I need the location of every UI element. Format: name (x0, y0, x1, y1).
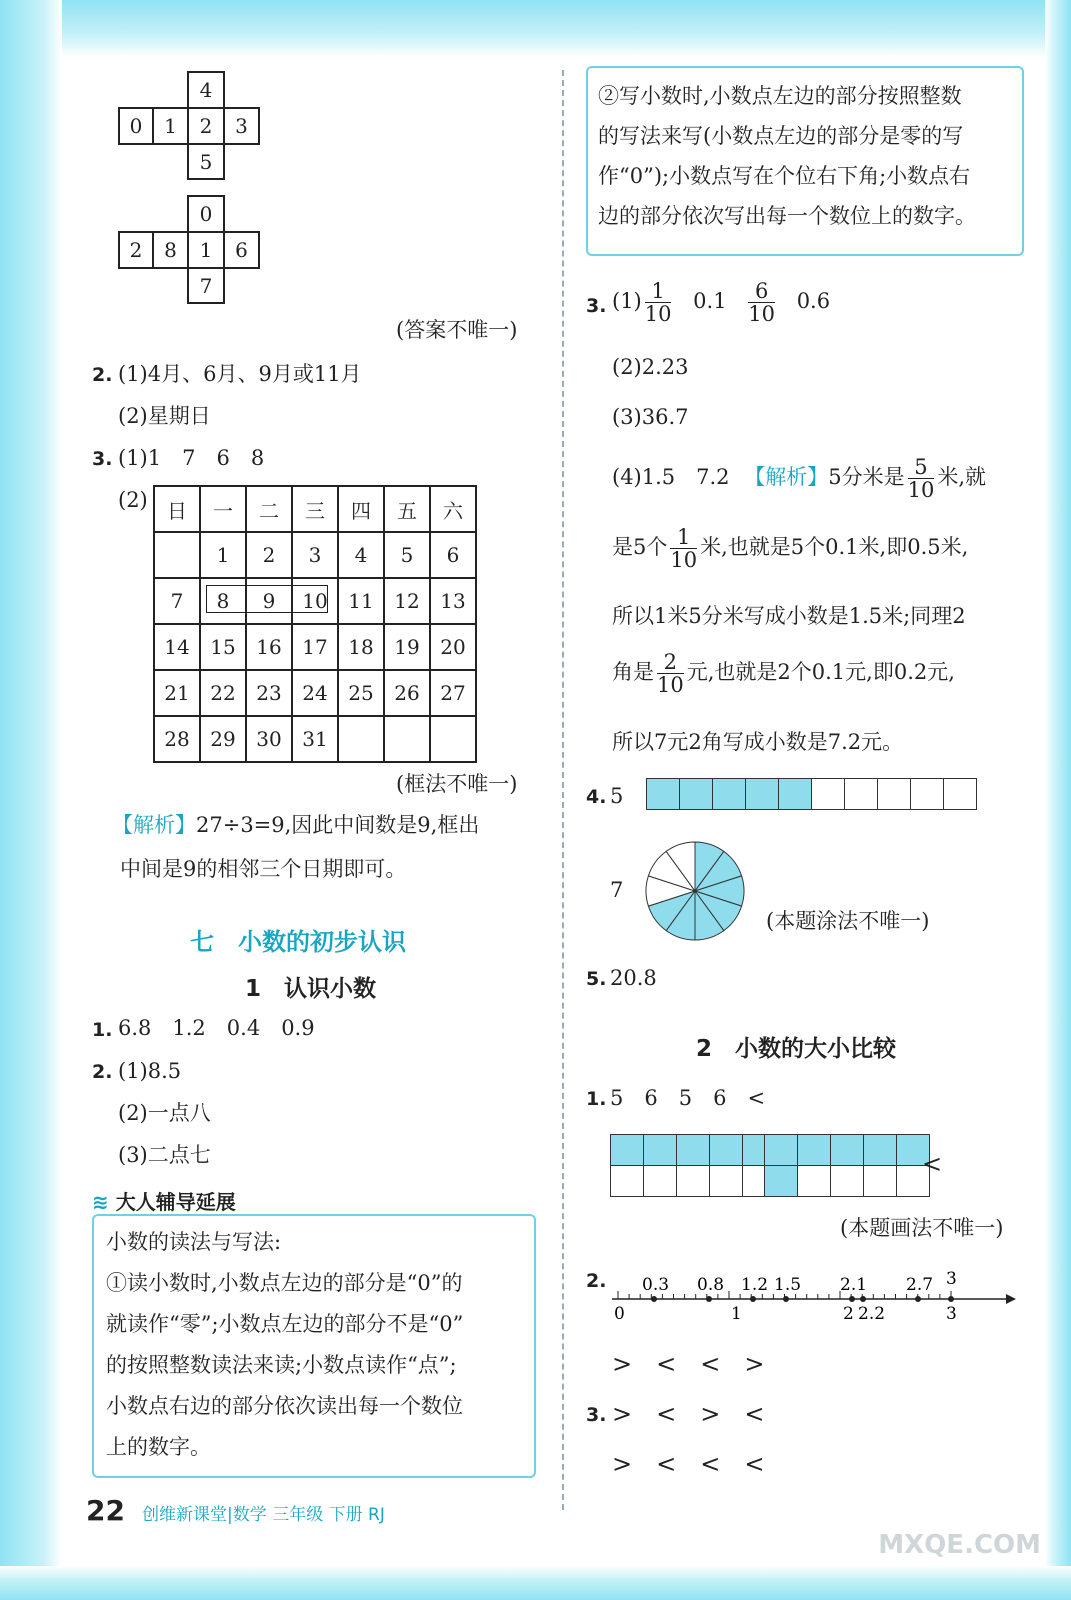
grid-cell-filled (765, 1135, 798, 1166)
fraction (645, 280, 672, 325)
answer-text: (1)1 7 6 8 (118, 446, 265, 470)
calendar-cell: 21 (154, 670, 200, 716)
strip-cell (911, 779, 944, 810)
question-number: 2. (586, 1270, 607, 1292)
calendar-cell: 16 (246, 624, 292, 670)
number-line-label: 1.5 (774, 1275, 802, 1295)
answer-line (612, 280, 830, 325)
net-cell: 5 (188, 144, 224, 179)
analysis-line (112, 813, 479, 838)
net-cell: 2 (188, 108, 224, 144)
analysis-line (612, 651, 955, 696)
answer-text: (3)二点七 (118, 1143, 211, 1167)
net-cell: 3 (224, 108, 259, 144)
answer-value: 7 (610, 878, 624, 902)
analysis-text: 元,也就是2个0.1元,即0.2元, (686, 660, 955, 685)
number-line (606, 1266, 1018, 1326)
calendar-cell: 19 (384, 624, 430, 670)
analysis-text: 中间是9的相邻三个日期即可。 (120, 857, 407, 881)
calendar-header: 三 (292, 486, 338, 532)
answer-text: (2) (118, 488, 148, 512)
cube-net-2 (118, 195, 260, 304)
grid-cell-filled (798, 1135, 831, 1166)
analysis-text: 5分米是 (828, 465, 905, 490)
answer-value: 0.1 (693, 289, 727, 314)
calendar-row (154, 624, 476, 670)
grid-10-a (610, 1134, 776, 1197)
grid-cell-filled (710, 1135, 743, 1166)
decorative-border-top (0, 0, 1071, 58)
analysis-tag: 【解析】 (112, 813, 196, 837)
decimal-strip-10 (646, 778, 977, 810)
column-divider (562, 70, 564, 1510)
net-cell: 4 (188, 72, 224, 108)
grid-10-b (764, 1134, 930, 1197)
calendar-header: 二 (246, 486, 292, 532)
grid-cell (798, 1166, 831, 1197)
compare-signs: > < < > (612, 1350, 765, 1378)
strip-cell-filled (746, 779, 779, 810)
strip-cell-filled (779, 779, 812, 810)
calendar-cell (384, 716, 430, 762)
question-number: 4. (586, 786, 607, 808)
calendar-row (154, 670, 476, 716)
calendar-header: 五 (384, 486, 430, 532)
grid-cell (677, 1166, 710, 1197)
calendar-row (154, 716, 476, 762)
number-line-label: 3 (946, 1304, 957, 1324)
note-answer-not-unique: (答案不唯一) (396, 318, 518, 342)
calendar-cell: 12 (384, 578, 430, 624)
analysis-text: 米,就 (937, 465, 987, 490)
strip-cell-filled (713, 779, 746, 810)
net-cell: 7 (188, 268, 224, 303)
answer-text: (2)星期日 (118, 404, 211, 428)
grid-cell (710, 1166, 743, 1197)
question-number: 2. (92, 1061, 113, 1083)
numerator: 1 (645, 280, 672, 303)
denominator: 10 (644, 302, 672, 327)
lesson-title: 1 认识小数 (245, 976, 377, 1002)
net-cell: 8 (153, 232, 188, 268)
grid-cell-filled (831, 1135, 864, 1166)
extension-line: 的按照整数读法来读;小数点读作“点”; (106, 1353, 457, 1377)
number-line-point (849, 1296, 855, 1302)
number-line-point (783, 1296, 789, 1302)
calendar-cell: 14 (154, 624, 200, 670)
grid-cell (864, 1166, 897, 1197)
calendar-header: 六 (430, 486, 476, 532)
box-line: 边的部分依次写出每一个数位上的数字。 (598, 204, 976, 228)
page-footer (86, 1494, 385, 1527)
strip-cell (845, 779, 878, 810)
calendar-cell (430, 716, 476, 762)
number-line-label: 2.7 (906, 1275, 934, 1295)
number-line-point (750, 1296, 756, 1302)
calendar-cell: 27 (430, 670, 476, 716)
compare-signs: > < < < (612, 1450, 765, 1478)
calendar-cell: 20 (430, 624, 476, 670)
answer-text: (3)36.7 (612, 405, 689, 429)
calendar-cell: 7 (154, 578, 200, 624)
grid-cell (644, 1166, 677, 1197)
strip-cell-filled (680, 779, 713, 810)
fraction (657, 651, 684, 696)
extension-line: 就读作“零”;小数点左边的部分不是“0” (106, 1312, 464, 1336)
answer-text: (2)一点八 (118, 1101, 211, 1125)
number-line-label: 2.2 (858, 1304, 886, 1324)
calendar-cell: 5 (384, 532, 430, 578)
box-line: 作“0”);小数点写在个位右下角;小数点右 (598, 164, 971, 188)
number-line-point (915, 1296, 921, 1302)
net-cell: 6 (224, 232, 259, 268)
waves-icon: ≋ (92, 1190, 109, 1214)
arrow-right-icon (1006, 1294, 1016, 1304)
extension-line: 小数点右边的部分依次读出每一个数位 (106, 1394, 463, 1418)
answer-value: 0.6 (796, 289, 831, 314)
denominator: 10 (670, 548, 698, 573)
calendar-cell: 23 (246, 670, 292, 716)
net-cell: 0 (188, 196, 224, 232)
calendar-cell: 24 (292, 670, 338, 716)
number-line-label: 3 (946, 1269, 957, 1289)
calendar-cell: 25 (338, 670, 384, 716)
question-number: 1. (92, 1019, 113, 1041)
number-line-label: 2 (843, 1304, 854, 1324)
calendar-header: 日 (154, 486, 200, 532)
calendar-cell: 13 (430, 578, 476, 624)
calendar-cell: 28 (154, 716, 200, 762)
extension-header (92, 1186, 236, 1215)
analysis-text: 米,也就是5个0.1米,即0.5米, (700, 535, 969, 560)
question-number: 3. (92, 448, 113, 470)
calendar-cell: 4 (338, 532, 384, 578)
extension-line: 上的数字。 (106, 1435, 211, 1459)
number-line-label: 0.8 (697, 1275, 725, 1295)
grid-cell-filled (677, 1135, 710, 1166)
calendar-cell: 9 (246, 578, 292, 624)
calendar-cell: 26 (384, 670, 430, 716)
answer-value: 20.8 (610, 966, 657, 990)
question-number: 3. (586, 1404, 607, 1426)
strip-cell (944, 779, 977, 810)
strip-cell-filled (647, 779, 680, 810)
calendar-header: 一 (200, 486, 246, 532)
calendar-header: 四 (338, 486, 384, 532)
calendar-cell (154, 532, 200, 578)
strip-cell (878, 779, 911, 810)
lesson-title: 2 小数的大小比较 (696, 1036, 897, 1062)
answer-text: (1)8.5 (118, 1059, 182, 1083)
analysis-text: 所以1米5分米写成小数是1.5米;同理2 (612, 604, 966, 628)
number-line-point (948, 1296, 954, 1302)
fraction (670, 526, 697, 571)
note-shading-not-unique: (本题涂法不唯一) (766, 909, 930, 933)
number-line-point (651, 1296, 657, 1302)
note-frame-not-unique: (框法不唯一) (396, 772, 518, 796)
calendar-cell (338, 716, 384, 762)
grid-cell-filled (611, 1135, 644, 1166)
net-cell: 0 (119, 108, 153, 144)
answer-value: 5 (610, 784, 624, 808)
calendar-cell: 18 (338, 624, 384, 670)
numerator: 5 (908, 456, 935, 479)
fraction (748, 280, 775, 325)
answer-prefix: (4)1.5 7.2 (612, 465, 730, 490)
chapter-title: 七 小数的初步认识 (190, 928, 406, 956)
numerator: 1 (670, 526, 697, 549)
numerator: 6 (748, 280, 775, 303)
calendar-cell: 31 (292, 716, 338, 762)
calendar-cell: 6 (430, 532, 476, 578)
box-line: 的写法来写(小数点左边的部分是零的写 (598, 124, 964, 148)
question-number: 3. (586, 295, 607, 317)
denominator: 10 (907, 478, 935, 503)
answer-text: 5 6 5 6 < (610, 1086, 766, 1110)
decorative-border-bottom (0, 1566, 1071, 1600)
calendar-selection-frame (206, 585, 328, 613)
extension-line: ①读小数时,小数点左边的部分是“0”的 (106, 1271, 463, 1295)
analysis-text: 所以7元2角写成小数是7.2元。 (612, 730, 904, 754)
answer-text: 6.8 1.2 0.4 0.9 (118, 1016, 315, 1040)
compare-signs: > < > < (612, 1400, 765, 1428)
analysis-text: 是5个 (612, 535, 668, 560)
pie-circle-10-parts (644, 840, 746, 942)
question-number: 2. (92, 364, 113, 386)
decorative-border-left (0, 0, 62, 1600)
calendar-row (154, 532, 476, 578)
grid-cell-filled (644, 1135, 677, 1166)
calendar-cell: 3 (292, 532, 338, 578)
compare-sign: < (922, 1150, 943, 1178)
number-line-label: 0 (614, 1304, 625, 1324)
net-cell: 1 (188, 232, 224, 268)
answer-text: (2)2.23 (612, 355, 689, 379)
watermark: MXQE.COM (878, 1530, 1041, 1560)
question-number: 5. (586, 968, 607, 990)
calendar-cell: 1 (200, 532, 246, 578)
extension-title: 大人辅导延展 (115, 1190, 236, 1214)
calendar-cell: 8 (200, 578, 246, 624)
grid-cell-filled (864, 1135, 897, 1166)
number-line-point (706, 1296, 712, 1302)
calendar-cell: 29 (200, 716, 246, 762)
decorative-border-right (1045, 0, 1071, 1600)
analysis-text: 角是 (612, 660, 654, 685)
calendar-cell: 2 (246, 532, 292, 578)
calendar-cell: 11 (338, 578, 384, 624)
calendar-table (153, 485, 477, 763)
note-drawing-not-unique: (本题画法不唯一) (840, 1216, 1004, 1240)
page-number: 22 (86, 1494, 125, 1527)
number-line-label: 1 (731, 1304, 742, 1324)
calendar-header-row (154, 486, 476, 532)
net-cell: 2 (119, 232, 153, 268)
grid-cell (611, 1166, 644, 1197)
number-line-label: 0.3 (642, 1275, 670, 1295)
cube-net-1 (118, 71, 260, 180)
strip-cell (812, 779, 845, 810)
calendar-cell: 10 (292, 578, 338, 624)
grid-cell-filled (765, 1166, 798, 1197)
calendar-cell: 30 (246, 716, 292, 762)
calendar-cell: 22 (200, 670, 246, 716)
denominator: 10 (657, 673, 684, 698)
answer-prefix: (1) (612, 289, 642, 314)
number-line-point (860, 1296, 866, 1302)
denominator: 10 (748, 302, 775, 327)
answer-line (612, 456, 986, 501)
extension-line: 小数的读法与写法: (106, 1230, 282, 1254)
numerator: 2 (657, 651, 684, 674)
box-line: ②写小数时,小数点左边的部分按照整数 (598, 84, 962, 108)
number-line-label: 2.1 (840, 1275, 868, 1295)
answer-text: (1)4月、6月、9月或11月 (118, 362, 362, 386)
analysis-line (612, 526, 968, 571)
grid-cell (831, 1166, 864, 1197)
analysis-text: 27÷3=9,因此中间数是9,框出 (196, 813, 480, 837)
question-number: 1. (586, 1088, 607, 1110)
footer-text: 创维新课堂|数学 三年级 下册 RJ (142, 1505, 385, 1525)
net-cell: 1 (153, 108, 188, 144)
calendar-cell: 15 (200, 624, 246, 670)
fraction (908, 456, 935, 501)
analysis-tag: 【解析】 (744, 465, 829, 490)
number-line-label: 1.2 (741, 1275, 769, 1295)
calendar-cell: 17 (292, 624, 338, 670)
